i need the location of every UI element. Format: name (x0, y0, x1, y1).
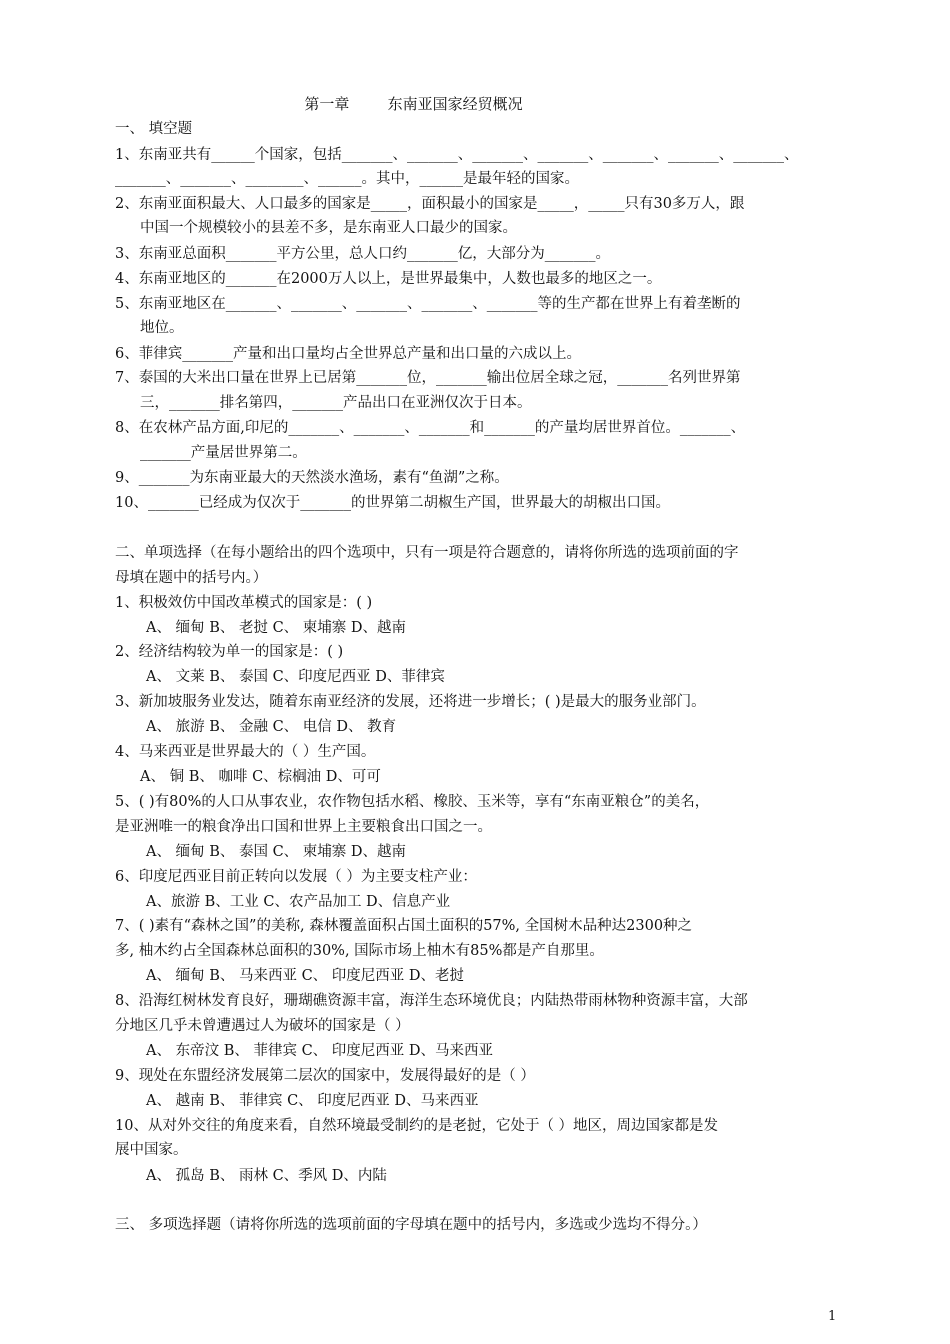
question-line: 分地区几乎未曾遭遇过人为破坏的国家是（ ） (115, 1018, 410, 1034)
question-line: 1、东南亚共有______个国家，包括_______、_______、_______、_______、_______、_______、_______、 (115, 147, 799, 163)
question-line: _______产量居世界第二。 (140, 445, 307, 461)
question-line: 8、在农林产品方面,印尼的_______、_______、_______和_______的产量均居世界首位。_______、 (115, 420, 746, 436)
question-line: 4、马来西亚是世界最大的（ ）生产国。 (115, 744, 376, 760)
question-line: 5、东南亚地区在_______、_______、_______、_______、_______等的生产都在世界上有着垄断的 (115, 296, 741, 312)
section-heading: 母填在题中的括号内。） (115, 570, 268, 586)
section-heading: 二、单项选择（在每小题给出的四个选项中，只有一项是符合题意的，请将你所选的选项前面的字 (115, 545, 739, 561)
question-line: 5、( )有80%的人口从事农业，农作物包括水稻、橡胶、玉米等，享有“东南亚粮仓”的美名， (115, 794, 710, 810)
question-line: _______、_______、________、______。其中，______是最年轻的国家。 (115, 171, 579, 187)
question-line: 6、菲律宾_______产量和出口量均占全世界总产量和出口量的六成以上。 (115, 346, 581, 362)
page-title: 第一章 东南亚国家经贸概况 (304, 95, 523, 113)
question-line: 是亚洲唯一的粮食净出口国和世界上主要粮食出口国之一。 (115, 819, 492, 835)
option-line: A、 缅甸 B、 马来西亚 C、 印度尼西亚 D、老挝 (146, 968, 465, 984)
page-number: 1 (828, 1309, 837, 1324)
question-line: 3、新加坡服务业发达，随着东南亚经济的发展，还将进一步增长；( )是最大的服务业部门。 (115, 694, 706, 710)
option-line: A、 旅游 B、 金融 C、 电信 D、 教育 (146, 719, 397, 735)
question-line: 10、_______已经成为仅次于_______的世界第二胡椒生产国，世界最大的胡椒出口国。 (115, 495, 670, 511)
section-heading: 一、 填空题 (115, 121, 193, 137)
question-line: 2、东南亚面积最大、人口最多的国家是_____，面积最小的国家是_____，_____只有30多万人，跟 (115, 196, 745, 212)
section-heading: 三、 多项选择题（请将你所选的选项前面的字母填在题中的括号内，多选或少选均不得分。） (115, 1217, 707, 1233)
question-line: 三，_______排名第四，_______产品出口在亚洲仅次于日本。 (140, 395, 532, 411)
option-line: A、 文莱 B、 泰国 C、印度尼西亚 D、菲律宾 (146, 669, 445, 685)
question-line: 10、从对外交往的角度来看，自然环境最受制约的是老挝，它处于（ ）地区，周边国家都是发 (115, 1118, 719, 1134)
option-line: A、 越南 B、 菲律宾 C、 印度尼西亚 D、马来西亚 (146, 1093, 479, 1109)
question-line: 地位。 (140, 320, 184, 336)
question-line: 8、沿海红树林发育良好，珊瑚礁资源丰富，海洋生态环境优良；内陆热带雨林物种资源丰富，大部 (115, 993, 748, 1009)
option-line: A、 孤岛 B、 雨林 C、季风 D、内陆 (146, 1168, 387, 1184)
option-line: A、旅游 B、工业 C、农产品加工 D、信息产业 (146, 894, 451, 910)
question-line: 6、印度尼西亚目前正转向以发展（ ）为主要支柱产业： (115, 869, 477, 885)
question-line: 4、东南亚地区的_______在2000万人以上，是世界最集中，人数也最多的地区之一。 (115, 271, 662, 287)
question-line: 2、经济结构较为单一的国家是：( ) (115, 644, 344, 660)
option-line: A、 东帝汶 B、 菲律宾 C、 印度尼西亚 D、马来西亚 (146, 1043, 493, 1059)
question-line: 中国一个规模较小的县差不多，是东南亚人口最少的国家。 (140, 220, 517, 236)
question-line: 多, 柚木约占全国森林总面积的30%, 国际市场上柚木有85%都是产自那里。 (115, 943, 604, 959)
question-line: 9、现处在东盟经济发展第二层次的国家中，发展得最好的是（ ） (115, 1068, 535, 1084)
question-line: 9、_______为东南亚最大的天然淡水渔场，素有“鱼湖”之称。 (115, 470, 509, 486)
question-line: 展中国家。 (115, 1142, 188, 1158)
question-line: 3、东南亚总面积_______平方公里，总人口约_______亿，大部分为_______。 (115, 246, 610, 262)
question-line: 1、积极效仿中国改革模式的国家是：( ) (115, 595, 373, 611)
question-line: 7、( )素有“森林之国”的美称, 森林覆盖面积占国土面积的57%, 全国树木品种达2300种之 (115, 918, 693, 934)
question-line: 7、泰国的大米出口量在世界上已居第_______位，_______输出位居全球之冠，_______名列世界第 (115, 370, 741, 386)
option-line: A、 缅甸 B、 泰国 C、 柬埔寨 D、越南 (146, 844, 407, 860)
option-line: A、 缅甸 B、 老挝 C、 柬埔寨 D、越南 (146, 620, 407, 636)
option-line: A、 铜 B、 咖啡 C、棕榈油 D、可可 (140, 769, 381, 785)
